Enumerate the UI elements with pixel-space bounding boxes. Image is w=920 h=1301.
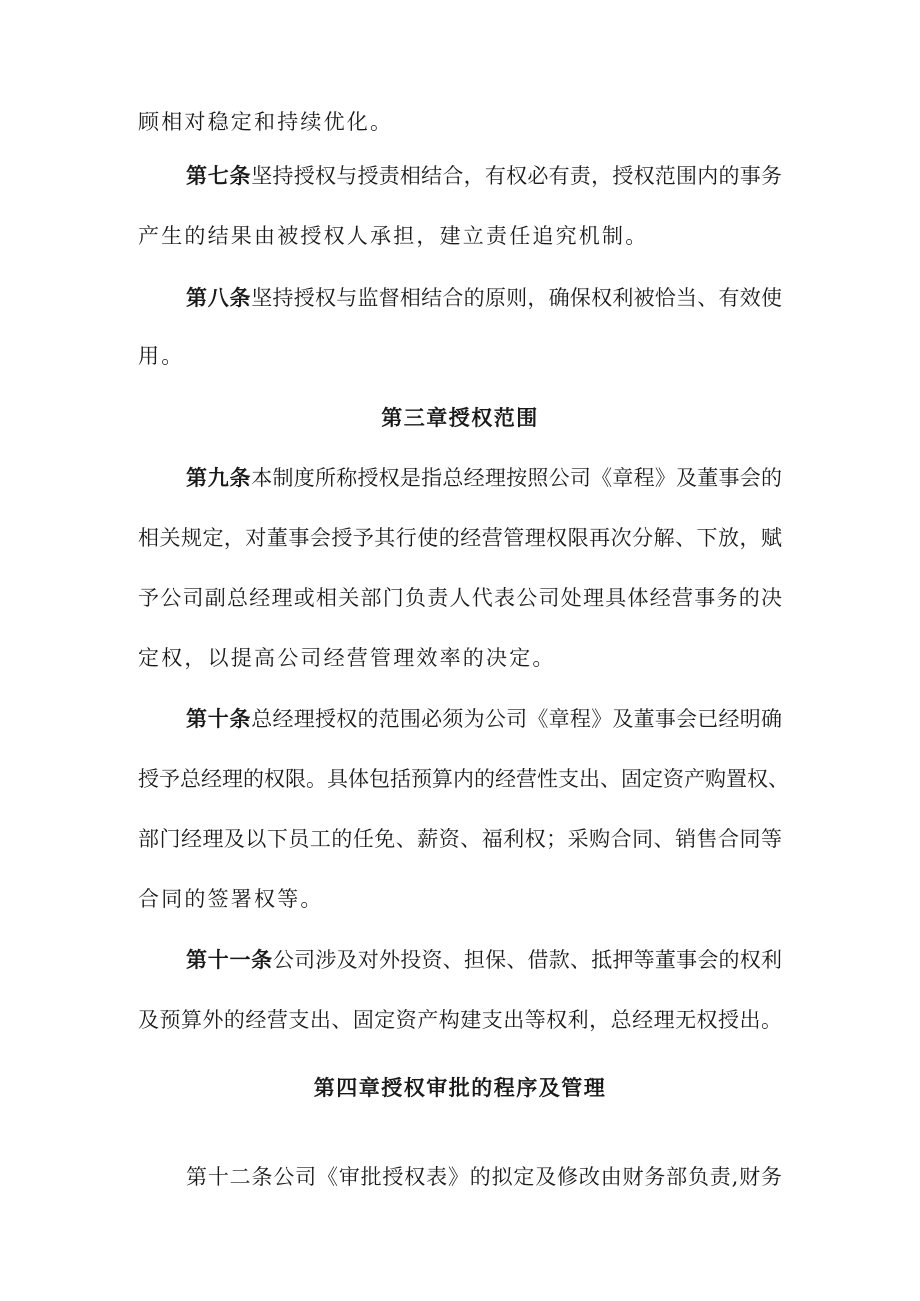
article-12-line-1 [186, 1163, 782, 1191]
article-10-text-cont: 合同的签署权等。 [138, 887, 324, 911]
article-7-label: 第七条 [186, 164, 252, 188]
chapter-4-heading: 第四章授权审批的程序及管理 [313, 1076, 607, 1100]
article-10-line-4 [138, 885, 324, 913]
article-9-text: 本制度所称授权是指总经理按照公司《章程》及董事会的 [251, 466, 783, 490]
article-10-label: 第十条 [186, 707, 252, 731]
article-11-label: 第十一条 [186, 948, 273, 972]
article-11-text-cont: 及预算外的经营支出、固定资产构建支出等权利，总经理无权授出。 [138, 1008, 782, 1032]
article-9-line-1 [186, 464, 782, 492]
article-9-text-cont: 予公司副总经理或相关部门负责人代表公司处理具体经营事务的决 [138, 586, 782, 610]
article-10-line-1 [186, 705, 782, 733]
article-8-label: 第八条 [186, 286, 252, 310]
article-9-line-3 [138, 584, 782, 612]
article-9-label: 第九条 [186, 466, 252, 490]
article-7-line-2 [138, 222, 648, 250]
article-9-text-cont: 相关规定，对董事会授予其行使的经营管理权限再次分解、下放，赋 [138, 526, 782, 550]
paragraph-text: 顾相对稳定和持续优化。 [138, 110, 394, 134]
chapter-3-heading: 第三章授权范围 [381, 406, 539, 430]
article-8-text: 坚持授权与监督相结合的原则，确保权利被恰当、有效使 [251, 286, 783, 310]
paragraph-continuation [138, 108, 393, 136]
article-10-line-2 [138, 765, 789, 793]
article-9-text-cont: 定权，以提高公司经营管理效率的决定。 [138, 646, 556, 670]
article-10-text-cont: 部门经理及以下员工的任免、薪资、福利权；采购合同、销售合同等 [138, 827, 782, 851]
article-9-line-4 [138, 644, 556, 672]
article-7-text: 坚持授权与授责相结合，有权必有责，授权范围内的事务 [251, 164, 783, 188]
article-12-text: 第十二条公司《审批授权表》的拟定及修改由财务部负责,财务 [186, 1165, 782, 1189]
article-8-line-2 [138, 342, 184, 370]
article-10-text: 总经理授权的范围必须为公司《章程》及董事会已经明确 [251, 707, 783, 731]
article-10-line-3 [138, 825, 782, 853]
article-11-line-1 [186, 946, 782, 974]
article-8-text-cont: 用。 [138, 344, 185, 368]
article-9-line-2 [138, 524, 782, 552]
article-7-text-cont: 产生的结果由被授权人承担，建立责任追究机制。 [138, 224, 649, 248]
article-11-line-2 [138, 1006, 782, 1034]
article-8-line-1 [186, 284, 782, 312]
article-10-text-cont: 授予总经理的权限。具体包括预算内的经营性支出、固定资产购置权、 [138, 767, 789, 791]
article-11-text: 公司涉及对外投资、担保、借款、抵押等董事会的权利 [272, 948, 782, 972]
article-7-line-1 [186, 162, 782, 190]
